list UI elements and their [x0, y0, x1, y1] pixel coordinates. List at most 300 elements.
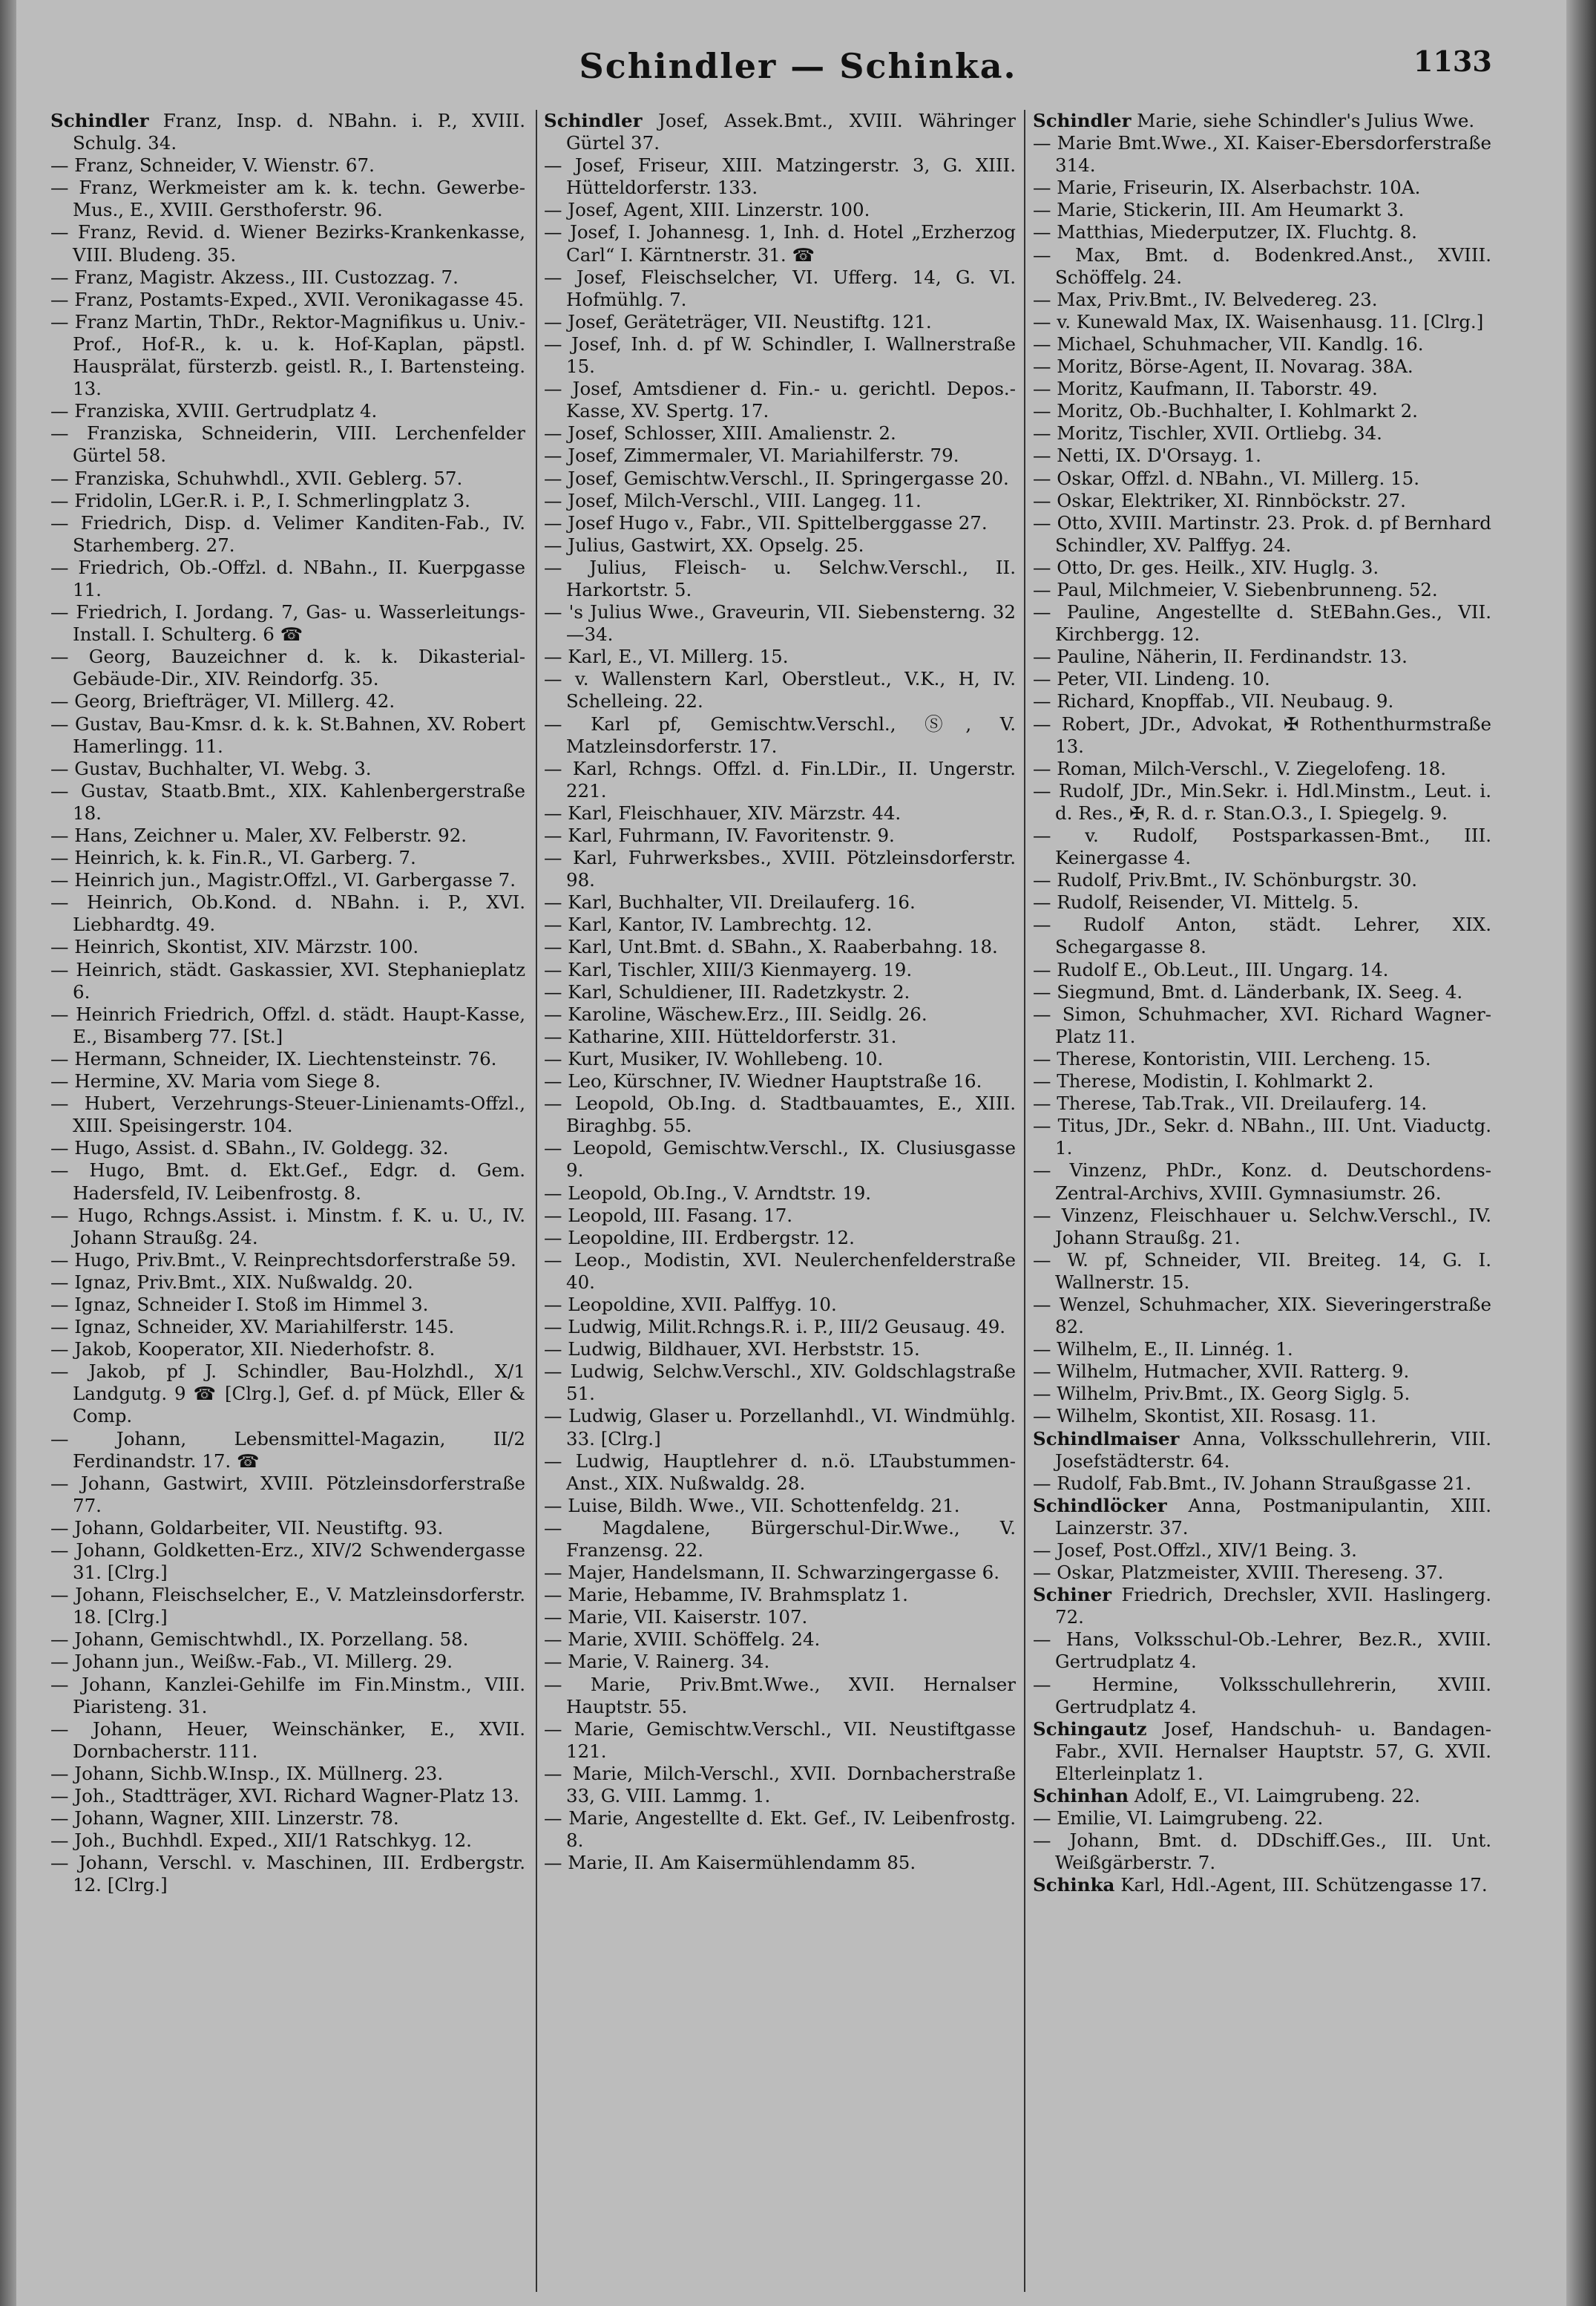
- directory-entry: [50, 1294, 525, 1316]
- page-right-edge: [1566, 0, 1596, 2306]
- entry-text: — Karl, Unt.Bmt. d. SBahn., X. Raaberbahng. 18.: [544, 936, 998, 958]
- directory-entry: [1033, 891, 1491, 914]
- directory-entry: [544, 1584, 1016, 1606]
- directory-entry: [544, 914, 1016, 936]
- directory-entry: [1033, 1249, 1491, 1294]
- entry-text: — Hugo, Bmt. d. Ekt.Gef., Edgr. d. Gem. Hadersfeld, IV. Leibenfrostg. 8.: [50, 1159, 525, 1204]
- entry-text: — Therese, Modistin, I. Kohlmarkt 2.: [1033, 1070, 1374, 1093]
- entry-text: Anna, Postmanipulantin, XIII. Lainzerstr. 37.: [1055, 1494, 1491, 1539]
- directory-entry: [1033, 981, 1491, 1003]
- entry-text: — Hermine, Volksschullehrerin, XVIII. Gertrudplatz 4.: [1033, 1673, 1491, 1717]
- entry-text: — Johann, Goldarbeiter, VII. Neustiftg. 93.: [50, 1516, 444, 1539]
- entry-text: — Matthias, Miederputzer, IX. Fluchtg. 8.: [1033, 221, 1417, 243]
- directory-entry: [544, 199, 1016, 221]
- directory-column-3: [1033, 110, 1491, 1897]
- directory-entry: [1033, 1473, 1491, 1495]
- directory-entry: [544, 1294, 1016, 1316]
- entry-surname: Schingautz: [1033, 1717, 1147, 1740]
- entry-text: — Karl, Fleischhauer, XIV. Märzstr. 44.: [544, 802, 902, 824]
- entry-text: — Heinrich, Ob.Kond. d. NBahn. i. P., XVI. Liebhardtg. 49.: [50, 891, 525, 936]
- entry-text: — Moritz, Tischler, XVII. Ortliebg. 34.: [1033, 422, 1382, 445]
- directory-entry: [50, 311, 525, 400]
- entry-text: — Marie, XVIII. Schöffelg. 24.: [544, 1628, 821, 1651]
- directory-entry: [544, 333, 1016, 378]
- column-divider: [1024, 110, 1025, 2292]
- directory-entry: [1033, 557, 1491, 579]
- directory-entry: [50, 780, 525, 825]
- entry-text: Josef, Assek.Bmt., XVIII. Währinger Gürtel 37.: [566, 110, 1016, 154]
- entry-text: — Pauline, Näherin, II. Ferdinandstr. 13.: [1033, 646, 1408, 668]
- directory-entry: [544, 891, 1016, 914]
- entry-text: — Michael, Schuhmacher, VII. Kandlg. 16.: [1033, 333, 1424, 355]
- entry-text: — Hans, Zeichner u. Maler, XV. Felberstr. 92.: [50, 825, 467, 846]
- entry-text: — Johann, Wagner, XIII. Linzerstr. 78.: [50, 1807, 399, 1830]
- directory-entry: [1033, 1048, 1491, 1070]
- directory-entry: [544, 557, 1016, 601]
- directory-entry: [1033, 646, 1491, 668]
- directory-entry: [1033, 690, 1491, 713]
- entry-text: — Ludwig, Selchw.Verschl., XIV. Goldschlagstraße 51.: [544, 1360, 1016, 1405]
- directory-entry: [544, 1606, 1016, 1628]
- directory-entry: [1033, 579, 1491, 601]
- entry-text: Karl, Hdl.-Agent, III. Schützengasse 17.: [1114, 1874, 1488, 1896]
- entry-text: — Simon, Schuhmacher, XVI. Richard Wagner-Platz 11.: [1033, 1003, 1491, 1047]
- directory-entry: [1033, 1428, 1491, 1473]
- directory-entry: [1033, 1718, 1491, 1785]
- entry-text: — Hermine, XV. Maria vom Siege 8.: [50, 1070, 381, 1093]
- entry-surname: Schindler: [1033, 110, 1132, 131]
- directory-entry: [1033, 1495, 1491, 1539]
- entry-text: — Friedrich, Disp. d. Velimer Kanditen-Fab., IV. Starhemberg. 27.: [50, 511, 525, 556]
- entry-text: — Moritz, Kaufmann, II. Taborstr. 49.: [1033, 378, 1378, 400]
- directory-entry: [50, 1628, 525, 1651]
- directory-entry: [1033, 333, 1491, 356]
- directory-entry: [544, 847, 1016, 891]
- directory-entry: [50, 1137, 525, 1159]
- directory-entry: [1033, 356, 1491, 378]
- entry-text: — Heinrich, k. k. Fin.R., VI. Garberg. 7.: [50, 847, 416, 869]
- directory-entry: [50, 266, 525, 289]
- entry-text: — Friedrich, Ob.-Offzl. d. NBahn., II. Kuerpgasse 11.: [50, 556, 525, 600]
- directory-entry: [1033, 1338, 1491, 1360]
- entry-text: — Vinzenz, PhDr., Konz. d. Deutschordens-Zentral-Archivs, XVIII. Gymnasiumstr. 26.: [1033, 1159, 1491, 1204]
- directory-entry: [544, 668, 1016, 713]
- entry-text: — Johann, Lebensmittel-Magazin, II/2 Ferdinandstr. 17. ☎: [50, 1427, 525, 1472]
- directory-entry: [50, 959, 525, 1003]
- directory-entry: [544, 825, 1016, 847]
- entry-text: — Ignaz, Priv.Bmt., XIX. Nußwaldg. 20.: [50, 1271, 413, 1293]
- directory-entry: [50, 154, 525, 177]
- entry-text: — Karoline, Wäschew.Erz., III. Seidlg. 26.: [544, 1003, 927, 1025]
- entry-text: — Leopold, Gemischtw.Verschl., IX. Clusiusgasse 9.: [544, 1137, 1016, 1182]
- directory-entry: [1033, 1562, 1491, 1584]
- entry-text: — Wenzel, Schuhmacher, XIX. Sieveringerstraße 82.: [1033, 1293, 1491, 1338]
- entry-text: — Josef, Zimmermaler, VI. Mariahilferstr. 79.: [544, 445, 959, 467]
- directory-entry: [544, 713, 1016, 758]
- entry-text: — Franz, Werkmeister am k. k. techn. Gewerbe-Mus., E., XVIII. Gersthoferstr. 96.: [50, 177, 525, 221]
- directory-entry: [50, 1539, 525, 1584]
- directory-entry: [544, 1316, 1016, 1338]
- directory-entry: [50, 490, 525, 512]
- entry-text: — Marie, Angestellte d. Ekt. Gef., IV. Leibenfrostg. 8.: [544, 1807, 1016, 1852]
- entry-text: — Ignaz, Schneider, XV. Mariahilferstr. 145.: [50, 1316, 455, 1338]
- entry-text: — Friedrich, I. Jordang. 7, Gas- u. Wasserleitungs-Install. I. Schulterg. 6 ☎: [50, 601, 525, 646]
- entry-text: — Josef, I. Johannesg. 1, Inh. d. Hotel „Erzherzog Carl“ I. Kärntnerstr. 31. ☎: [544, 221, 1016, 266]
- entry-text: — Heinrich, städt. Gaskassier, XVI. Stephanieplatz 6.: [50, 958, 525, 1003]
- entry-text: — Franz, Postamts-Exped., XVII. Veronikagasse 45.: [50, 288, 525, 310]
- entry-text: — Hugo, Assist. d. SBahn., IV. Goldegg. 32.: [50, 1137, 449, 1159]
- directory-entry: [544, 221, 1016, 266]
- directory-entry: [50, 1070, 525, 1093]
- directory-entry: [544, 981, 1016, 1003]
- entry-text: — Ignaz, Schneider I. Stoß im Himmel 3.: [50, 1293, 429, 1315]
- directory-entry: [50, 1048, 525, 1070]
- directory-entry: [50, 1517, 525, 1539]
- entry-text: — Max, Priv.Bmt., IV. Belvedereg. 23.: [1033, 288, 1378, 310]
- directory-entry: [544, 601, 1016, 646]
- entry-text: — Fridolin, LGer.R. i. P., I. Schmerlingplatz 3.: [50, 489, 470, 511]
- page-title: Schindler — Schinka.: [579, 46, 1017, 86]
- directory-entry: [544, 378, 1016, 422]
- directory-entry: [50, 1159, 525, 1204]
- directory-entry: [50, 512, 525, 557]
- entry-text: — Wilhelm, Skontist, XII. Rosasg. 11.: [1033, 1405, 1377, 1427]
- entry-text: — Julius, Fleisch- u. Selchw.Verschl., II. Harkortstr. 5.: [544, 556, 1016, 600]
- directory-entry: [544, 1763, 1016, 1807]
- entry-text: — Leopold, Ob.Ing., V. Arndtstr. 19.: [544, 1182, 872, 1204]
- directory-entry: [50, 1271, 525, 1294]
- directory-entry: [50, 713, 525, 758]
- entry-text: — Wilhelm, Priv.Bmt., IX. Georg Siglg. 5.: [1033, 1383, 1411, 1405]
- directory-entry: [544, 534, 1016, 557]
- entry-text: — Franziska, Schuhwhdl., XVII. Geblerg. 57.: [50, 467, 463, 489]
- entry-text: — Marie, II. Am Kaisermühlendamm 85.: [544, 1852, 916, 1874]
- entry-text: — Leopold, Ob.Ing. d. Stadtbauamtes, E., XIII. Biraghbg. 55.: [544, 1093, 1016, 1137]
- directory-entry: [50, 891, 525, 936]
- entry-text: — Therese, Kontoristin, VIII. Lercheng. 15.: [1033, 1047, 1431, 1070]
- directory-entry: [50, 1718, 525, 1763]
- entry-text: — Josef, Fleischselcher, VI. Ufferg. 14, G. VI. Hofmühlg. 7.: [544, 266, 1016, 310]
- directory-entry: [1033, 199, 1491, 221]
- entry-text: — Leopoldine, III. Erdbergstr. 12.: [544, 1226, 855, 1248]
- entry-text: — Ludwig, Glaser u. Porzellanhdl., VI. Windmühlg. 33. [Clrg.]: [544, 1405, 1016, 1450]
- directory-entry: [50, 869, 525, 891]
- entry-text: — Josef, Inh. d. pf W. Schindler, I. Wallnerstraße 15.: [544, 333, 1016, 378]
- entry-text: Marie, siehe Schindler's Julius Wwe.: [1131, 110, 1475, 131]
- directory-entry: [50, 1003, 525, 1048]
- directory-entry: [1033, 1628, 1491, 1673]
- directory-entry: [1033, 445, 1491, 467]
- entry-text: — Marie Bmt.Wwe., XI. Kaiser-Ebersdorferstraße 314.: [1033, 132, 1491, 177]
- directory-entry: [50, 1093, 525, 1137]
- entry-text: — Franz, Schneider, V. Wienstr. 67.: [50, 154, 375, 177]
- directory-entry: [50, 1763, 525, 1785]
- entry-text: — Ludwig, Bildhauer, XVI. Herbststr. 15.: [544, 1338, 920, 1360]
- directory-entry: [544, 1674, 1016, 1718]
- directory-entry: [50, 177, 525, 221]
- entry-text: — v. Kunewald Max, IX. Waisenhausg. 11. [Clrg.]: [1033, 310, 1484, 333]
- entry-text: — Franz, Magistr. Akzess., III. Custozzag. 7.: [50, 266, 459, 288]
- directory-entry: [50, 221, 525, 266]
- entry-text: — Josef Hugo v., Fabr., VII. Spittelberggasse 27.: [544, 511, 988, 534]
- directory-entry: [50, 825, 525, 847]
- directory-entry: [1033, 668, 1491, 690]
- directory-entry: [544, 1651, 1016, 1673]
- directory-entry: [1033, 1830, 1491, 1874]
- directory-entry: [544, 1495, 1016, 1517]
- directory-entry: [50, 1205, 525, 1249]
- entry-text: — Karl, Buchhalter, VII. Dreilauferg. 16.: [544, 891, 916, 914]
- entry-text: — Rudolf E., Ob.Leut., III. Ungarg. 14.: [1033, 958, 1389, 980]
- entry-text: — Joh., Buchhdl. Exped., XII/1 Ratschkyg. 12.: [50, 1830, 472, 1852]
- entry-text: — Rudolf Anton, städt. Lehrer, XIX. Schegargasse 8.: [1033, 914, 1491, 958]
- directory-entry: [50, 646, 525, 690]
- directory-entry: [1033, 1159, 1491, 1204]
- entry-text: — Josef, Milch-Verschl., VIII. Langeg. 11.: [544, 489, 922, 511]
- entry-text: — Johann, Verschl. v. Maschinen, III. Erdbergstr. 12. [Clrg.]: [50, 1852, 525, 1896]
- directory-entry: [50, 1651, 525, 1673]
- entry-text: — Josef, Geräteträger, VII. Neustiftg. 121.: [544, 310, 932, 333]
- entry-text: — Rudolf, Fab.Bmt., IV. Johann Straußgasse 21.: [1033, 1472, 1472, 1494]
- directory-entry: [544, 110, 1016, 154]
- directory-column-1: [50, 110, 525, 1897]
- entry-text: — Marie, V. Rainerg. 34.: [544, 1651, 770, 1673]
- entry-text: — Karl, E., VI. Millerg. 15.: [544, 646, 789, 668]
- entry-text: — Jakob, pf J. Schindler, Bau-Holzhdl., X/1 Landgutg. 9 ☎ [Clrg.], Gef. d. pf Mück, Eller & Comp.: [50, 1360, 525, 1427]
- directory-entry: [1033, 378, 1491, 400]
- directory-entry: [50, 601, 525, 646]
- entry-text: — Karl, Kantor, IV. Lambrechtg. 12.: [544, 914, 873, 936]
- directory-entry: [544, 959, 1016, 981]
- entry-text: — Rudolf, Reisender, VI. Mittelg. 5.: [1033, 891, 1359, 914]
- entry-text: — Jakob, Kooperator, XII. Niederhofstr. 8.: [50, 1338, 436, 1360]
- entry-text: — Josef, Post.Offzl., XIV/1 Being. 3.: [1033, 1539, 1357, 1561]
- entry-text: — Richard, Knopffab., VII. Neubaug. 9.: [1033, 690, 1394, 713]
- directory-entry: [544, 154, 1016, 199]
- entry-surname: Schindlmaiser: [1033, 1427, 1180, 1450]
- directory-entry: [1033, 1539, 1491, 1562]
- directory-entry: [50, 400, 525, 422]
- entry-text: — Johann, Gastwirt, XVIII. Pötzleinsdorferstraße 77.: [50, 1472, 525, 1516]
- entry-text: — Franz, Revid. d. Wiener Bezirks-Krankenkasse, VIII. Bludeng. 35.: [50, 221, 525, 266]
- directory-entry: [544, 490, 1016, 512]
- directory-entry: [544, 1360, 1016, 1405]
- entry-text: — Pauline, Angestellte d. StEBahn.Ges., VII. Kirchbergg. 12.: [1033, 601, 1491, 646]
- directory-entry: [1033, 1205, 1491, 1249]
- entry-text: — Johann, Goldketten-Erz., XIV/2 Schwendergasse 31. [Clrg.]: [50, 1539, 525, 1584]
- entry-text: — Emilie, VI. Laimgrubeng. 22.: [1033, 1807, 1324, 1830]
- entry-text: — Johann, Sichb.W.Insp., IX. Müllnerg. 23.: [50, 1762, 444, 1784]
- directory-entry: [1033, 221, 1491, 243]
- directory-entry: [50, 1785, 525, 1807]
- entry-text: — Josef, Agent, XIII. Linzerstr. 100.: [544, 199, 870, 221]
- directory-entry: [1033, 1360, 1491, 1383]
- entry-text: — Marie, Hebamme, IV. Brahmsplatz 1.: [544, 1584, 908, 1606]
- directory-entry: [544, 1628, 1016, 1651]
- directory-entry: [1033, 713, 1491, 758]
- directory-entry: [50, 1428, 525, 1473]
- directory-entry: [544, 1517, 1016, 1562]
- entry-text: — Katharine, XIII. Hütteldorferstr. 31.: [544, 1025, 897, 1047]
- entry-text: — Robert, JDr., Advokat, ✠ Rothenthurmstraße 13.: [1033, 713, 1491, 757]
- entry-text: — Netti, IX. D'Orsayg. 1.: [1033, 445, 1261, 467]
- directory-entry: [1033, 512, 1491, 557]
- entry-surname: Schindler: [544, 110, 643, 131]
- directory-entry: [1033, 1070, 1491, 1093]
- entry-text: — Franziska, XVIII. Gertrudplatz 4.: [50, 400, 378, 422]
- entry-text: — Wilhelm, Hutmacher, XVII. Ratterg. 9.: [1033, 1360, 1410, 1383]
- directory-entry: [544, 936, 1016, 958]
- entry-text: — Otto, Dr. ges. Heilk., XIV. Huglg. 3.: [1033, 556, 1379, 578]
- entry-text: — Gustav, Buchhalter, VI. Webg. 3.: [50, 757, 372, 779]
- entry-text: — Heinrich Friedrich, Offzl. d. städt. Haupt-Kasse, E., Bisamberg 77. [St.]: [50, 1003, 525, 1047]
- directory-entry: [50, 289, 525, 311]
- directory-entry: [50, 758, 525, 780]
- directory-entry: [1033, 110, 1491, 132]
- entry-text: — Majer, Handelsmann, II. Schwarzingergasse 6.: [544, 1562, 1000, 1584]
- entry-text: — Franz Martin, ThDr., Rektor-Magnifikus u. Univ.-Prof., Hof-R., k. u. k. Hof-Kaplan, päpstl. Hausprälat, fürsterzb. geistl. R., I. Bartensteing. 13.: [50, 310, 525, 400]
- directory-entry: [1033, 914, 1491, 958]
- entry-text: — Georg, Briefträger, VI. Millerg. 42.: [50, 690, 395, 713]
- directory-entry: [1033, 825, 1491, 869]
- directory-entry: [50, 1473, 525, 1517]
- directory-entry: [544, 1137, 1016, 1182]
- directory-entry: [1033, 758, 1491, 780]
- entry-text: — Johann, Gemischtwhdl., IX. Porzellang. 58.: [50, 1628, 469, 1651]
- entry-text: — v. Rudolf, Postsparkassen-Bmt., III. Keinergasse 4.: [1033, 825, 1491, 869]
- directory-column-2: [544, 110, 1016, 1874]
- directory-entry: [50, 1338, 525, 1360]
- directory-entry: [1033, 1584, 1491, 1628]
- entry-text: — Peter, VII. Lindeng. 10.: [1033, 668, 1270, 690]
- directory-entry: [1033, 1003, 1491, 1048]
- entry-text: — Leo, Kürschner, IV. Wiedner Hauptstraße 16.: [544, 1070, 982, 1093]
- entry-text: — Johann jun., Weißw.-Fab., VI. Millerg. 29.: [50, 1651, 453, 1673]
- entry-text: — Heinrich, Skontist, XIV. Märzstr. 100.: [50, 936, 419, 958]
- entry-text: — Georg, Bauzeichner d. k. k. Dikasterial-Gebäude-Dir., XIV. Reindorfg. 35.: [50, 646, 525, 690]
- page-left-edge: [0, 0, 16, 2306]
- entry-text: — Hans, Volksschul-Ob.-Lehrer, Bez.R., XVIII. Gertrudplatz 4.: [1033, 1628, 1491, 1673]
- entry-text: Anna, Volksschullehrerin, VIII. Josefstädterstr. 64.: [1055, 1427, 1491, 1472]
- entry-text: — Oskar, Offzl. d. NBahn., VI. Millerg. 15.: [1033, 467, 1420, 489]
- directory-entry: [1033, 1294, 1491, 1338]
- directory-entry: [544, 1807, 1016, 1852]
- entry-text: — Hubert, Verzehrungs-Steuer-Linienamts-Offzl., XIII. Speisingerstr. 104.: [50, 1093, 525, 1137]
- directory-entry: [50, 1360, 525, 1427]
- entry-text: — Marie, Gemischtw.Verschl., VII. Neustiftgasse 121.: [544, 1717, 1016, 1762]
- directory-entry: [50, 1584, 525, 1628]
- entry-text: — Vinzenz, Fleischhauer u. Selchw.Verschl., IV. Johann Straußg. 21.: [1033, 1204, 1491, 1248]
- entry-text: — Magdalene, Bürgerschul-Dir.Wwe., V. Franzensg. 22.: [544, 1516, 1016, 1561]
- entry-text: — W. pf, Schneider, VII. Breiteg. 14, G. I. Wallnerstr. 15.: [1033, 1248, 1491, 1293]
- entry-text: — Otto, XVIII. Martinstr. 23. Prok. d. pf Bernhard Schindler, XV. Palffyg. 24.: [1033, 511, 1491, 556]
- entry-text: — Josef, Amtsdiener d. Fin.- u. gerichtl. Depos.-Kasse, XV. Spertg. 17.: [544, 378, 1016, 422]
- entry-surname: Schindler: [50, 110, 149, 131]
- entry-text: — Josef, Schlosser, XIII. Amalienstr. 2.: [544, 422, 896, 445]
- directory-entry: [544, 1093, 1016, 1137]
- entry-text: — Rudolf, JDr., Min.Sekr. i. Hdl.Minstm., Leut. i. d. Res., ✠, R. d. r. Stan.O.3., I. Spiegelg. 9.: [1033, 779, 1491, 824]
- directory-entry: [50, 1830, 525, 1852]
- entry-text: — Hugo, Priv.Bmt., V. Reinprechtsdorferstraße 59.: [50, 1248, 516, 1271]
- entry-text: — Therese, Tab.Trak., VII. Dreilauferg. 14.: [1033, 1093, 1428, 1115]
- entry-text: — Karl pf, Gemischtw.Verschl., Ⓢ, V. Matzleinsdorferstr. 17.: [544, 713, 1016, 757]
- entry-text: — Karl, Rchngs. Offzl. d. Fin.LDir., II. Ungerstr. 221.: [544, 757, 1016, 802]
- page-number: 1133: [1413, 45, 1492, 78]
- entry-text: — Johann, Bmt. d. DDschiff.Ges., III. Unt. Weißgärberstr. 7.: [1033, 1830, 1491, 1874]
- entry-text: — Marie, Milch-Verschl., XVII. Dornbacherstraße 33, G. VIII. Lammg. 1.: [544, 1762, 1016, 1807]
- entry-text: — Ludwig, Hauptlehrer d. n.ö. LTaubstummen-Anst., XIX. Nußwaldg. 28.: [544, 1450, 1016, 1494]
- entry-surname: Schinhan: [1033, 1785, 1129, 1807]
- directory-entry: [1033, 468, 1491, 490]
- directory-entry: [544, 1852, 1016, 1874]
- directory-entry: [544, 311, 1016, 333]
- entry-text: — Moritz, Börse-Agent, II. Novarag. 38A.: [1033, 356, 1413, 378]
- directory-entry: [1033, 1405, 1491, 1427]
- directory-entry: [1033, 959, 1491, 981]
- entry-text: — Rudolf, Priv.Bmt., IV. Schönburgstr. 30.: [1033, 869, 1418, 891]
- entry-text: — Marie, VII. Kaiserstr. 107.: [544, 1606, 808, 1628]
- entry-text: — Leop., Modistin, XVI. Neulerchenfelderstraße 40.: [544, 1248, 1016, 1293]
- entry-text: — Max, Bmt. d. Bodenkred.Anst., XVIII. Schöffelg. 24.: [1033, 243, 1491, 288]
- entry-text: — Joh., Stadtträger, XVI. Richard Wagner-Platz 13.: [50, 1785, 519, 1807]
- entry-surname: Schiner: [1033, 1584, 1112, 1606]
- entry-text: — Karl, Fuhrmann, IV. Favoritenstr. 9.: [544, 825, 895, 846]
- directory-entry: [544, 1249, 1016, 1294]
- entry-text: — Karl, Tischler, XIII/3 Kienmayerg. 19.: [544, 958, 913, 980]
- directory-entry: [544, 266, 1016, 311]
- entry-text: Adolf, E., VI. Laimgrubeng. 22.: [1129, 1785, 1421, 1807]
- entry-text: — Karl, Schuldiener, III. Radetzkystr. 2.: [544, 980, 910, 1003]
- entry-text: — Hugo, Rchngs.Assist. i. Minstm. f. K. u. U., IV. Johann Straußg. 24.: [50, 1204, 525, 1248]
- directory-entry: [1033, 244, 1491, 289]
- directory-entry: [544, 1718, 1016, 1763]
- entry-text: — Hermann, Schneider, IX. Liechtensteinstr. 76.: [50, 1047, 497, 1070]
- entry-text: — Moritz, Ob.-Buchhalter, I. Kohlmarkt 2.: [1033, 400, 1418, 422]
- directory-entry: [544, 1048, 1016, 1070]
- entry-text: Franz, Insp. d. NBahn. i. P., XVIII. Schulg. 34.: [73, 110, 525, 154]
- directory-entry: [50, 1316, 525, 1338]
- directory-entry: [544, 512, 1016, 534]
- entry-text: — Roman, Milch-Verschl., V. Ziegelofeng. 18.: [1033, 757, 1447, 779]
- directory-entry: [544, 1562, 1016, 1584]
- directory-entry: [544, 802, 1016, 825]
- directory-entry: [1033, 1383, 1491, 1405]
- directory-entry: [50, 1807, 525, 1830]
- directory-entry: [50, 110, 525, 154]
- directory-entry: [544, 758, 1016, 802]
- directory-entry: [1033, 311, 1491, 333]
- directory-entry: [544, 1026, 1016, 1048]
- entry-surname: Schinka: [1033, 1874, 1115, 1896]
- entry-text: — Marie, Priv.Bmt.Wwe., XVII. Hernalser Hauptstr. 55.: [544, 1673, 1016, 1717]
- directory-entry: [50, 422, 525, 467]
- directory-entry: [544, 1205, 1016, 1227]
- entry-text: — Julius, Gastwirt, XX. Opselg. 25.: [544, 534, 864, 556]
- directory-entry: [1033, 1674, 1491, 1718]
- directory-entry: [1033, 490, 1491, 512]
- directory-entry: [1033, 1807, 1491, 1830]
- directory-entry: [544, 1182, 1016, 1205]
- directory-entry: [1033, 1785, 1491, 1807]
- entry-text: — Josef, Gemischtw.Verschl., II. Springergasse 20.: [544, 467, 1009, 489]
- directory-entry: [1033, 1874, 1491, 1896]
- directory-entry: [50, 936, 525, 958]
- directory-entry: [1033, 422, 1491, 445]
- directory-entry: [544, 1003, 1016, 1026]
- entry-text: — Franziska, Schneiderin, VIII. Lerchenfelder Gürtel 58.: [50, 422, 525, 467]
- entry-text: — Wilhelm, E., II. Linnég. 1.: [1033, 1338, 1293, 1360]
- directory-entry: [544, 445, 1016, 467]
